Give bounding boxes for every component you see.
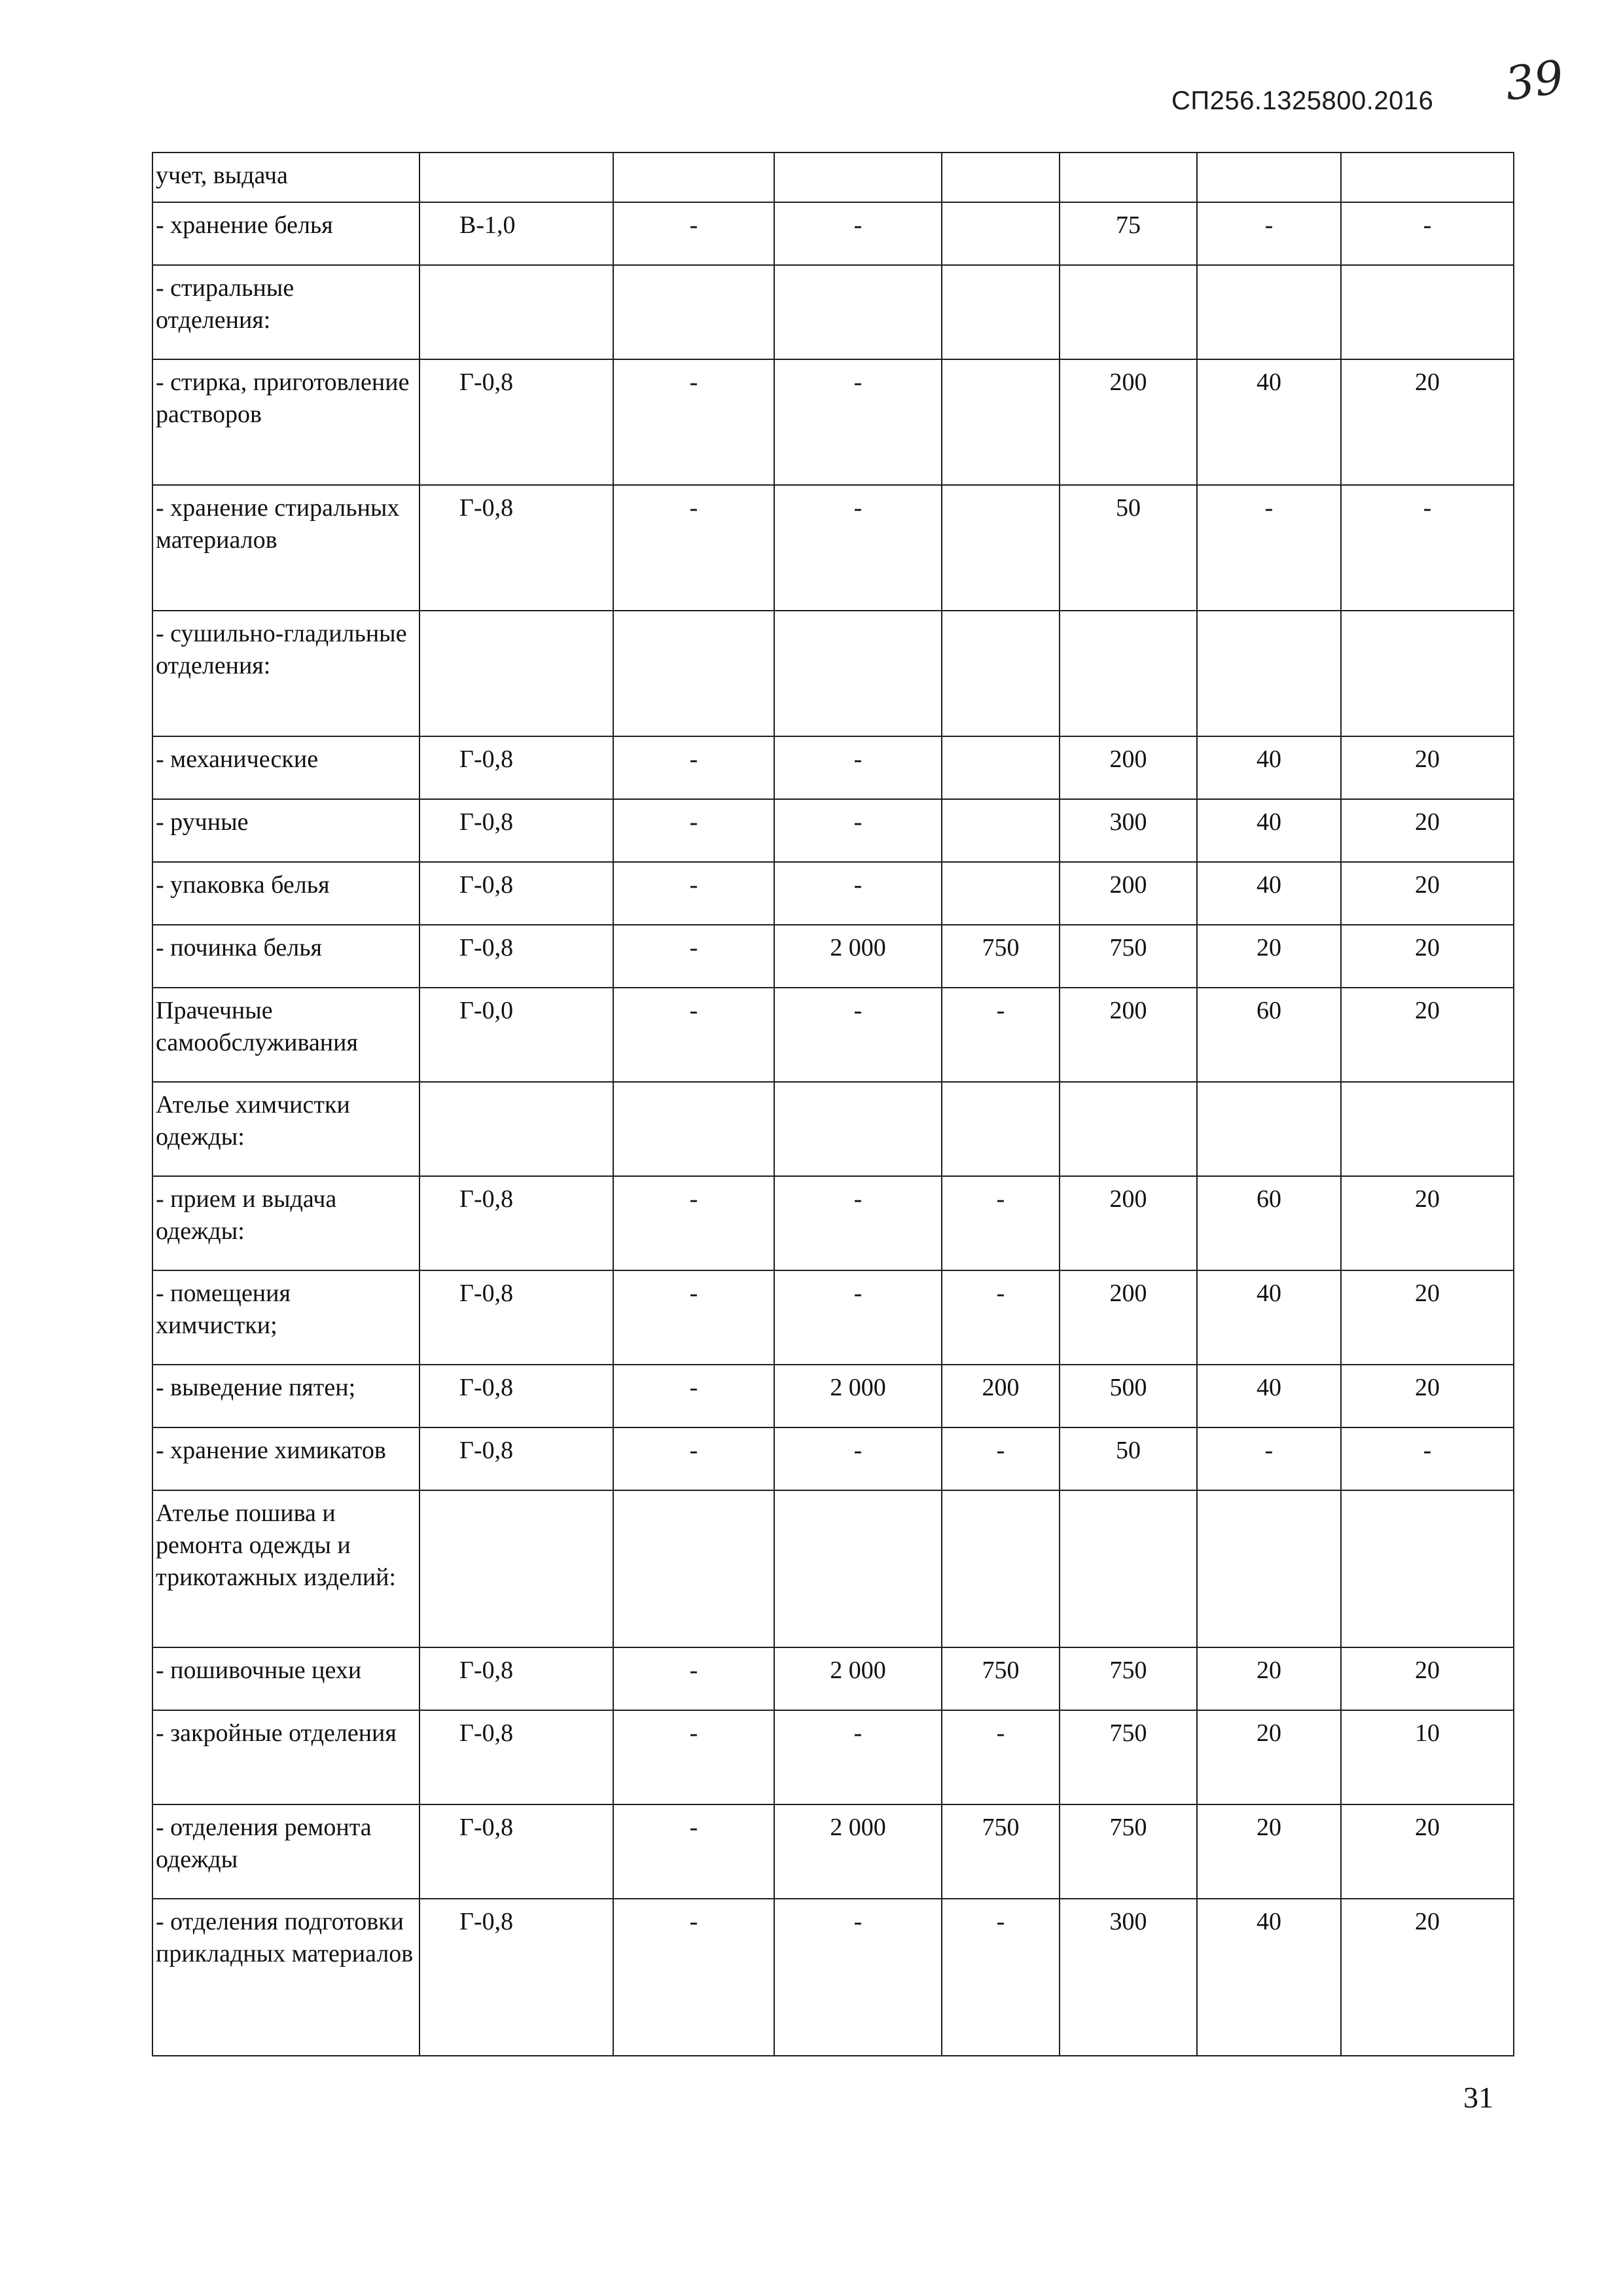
value-cell-col-6: 20 — [1197, 1710, 1341, 1804]
norms-table — [152, 152, 1514, 2056]
room-name-cell: - отделения ремонта одежды — [152, 1804, 419, 1899]
value-cell-col-4: - — [942, 1427, 1060, 1490]
room-name-cell: - стирка, приготовление растворов — [152, 359, 419, 485]
value-cell-col-5 — [1060, 611, 1197, 736]
value-cell-col-3: - — [774, 202, 942, 265]
value-cell-col-3 — [774, 611, 942, 736]
table-row — [152, 202, 1514, 265]
value-cell-col-4 — [942, 202, 1060, 265]
room-name-cell: Ателье пошива и ремонта одежды и трикотажных изделий: — [152, 1490, 419, 1647]
value-cell-col-5: 750 — [1060, 925, 1197, 988]
value-cell-col-4 — [942, 152, 1060, 202]
table-row — [152, 799, 1514, 862]
value-cell-col-2: - — [613, 202, 774, 265]
value-cell-col-1: Г-0,8 — [419, 925, 613, 988]
table-row — [152, 611, 1514, 736]
value-cell-col-7: 10 — [1341, 1710, 1514, 1804]
value-cell-col-6: 40 — [1197, 1899, 1341, 2056]
table-row — [152, 736, 1514, 799]
value-cell-col-1 — [419, 265, 613, 359]
value-cell-col-5: 200 — [1060, 736, 1197, 799]
table-row — [152, 862, 1514, 925]
value-cell-col-3: - — [774, 1427, 942, 1490]
value-cell-col-7: - — [1341, 485, 1514, 611]
value-cell-col-2: - — [613, 799, 774, 862]
value-cell-col-5: 750 — [1060, 1647, 1197, 1710]
value-cell-col-2: - — [613, 862, 774, 925]
value-cell-col-4: - — [942, 1270, 1060, 1365]
room-name-cell: - прием и выдача одежды: — [152, 1176, 419, 1270]
value-cell-col-1: В-1,0 — [419, 202, 613, 265]
value-cell-col-2: - — [613, 485, 774, 611]
value-cell-col-2 — [613, 1082, 774, 1176]
value-cell-col-4 — [942, 485, 1060, 611]
value-cell-col-4 — [942, 1082, 1060, 1176]
value-cell-col-3: - — [774, 799, 942, 862]
value-cell-col-7 — [1341, 1082, 1514, 1176]
value-cell-col-4: - — [942, 1899, 1060, 2056]
handwritten-page-mark: 39 — [1501, 50, 1567, 111]
value-cell-col-1 — [419, 1490, 613, 1647]
value-cell-col-3: 2 000 — [774, 1647, 942, 1710]
value-cell-col-3: - — [774, 736, 942, 799]
value-cell-col-6: 40 — [1197, 736, 1341, 799]
value-cell-col-3 — [774, 152, 942, 202]
table-row — [152, 265, 1514, 359]
room-name-cell: Прачечные самообслуживания — [152, 988, 419, 1082]
value-cell-col-4: - — [942, 988, 1060, 1082]
value-cell-col-1: Г-0,0 — [419, 988, 613, 1082]
value-cell-col-2: - — [613, 359, 774, 485]
room-name-cell: - починка белья — [152, 925, 419, 988]
room-name-cell: - упаковка белья — [152, 862, 419, 925]
value-cell-col-4: 750 — [942, 925, 1060, 988]
value-cell-col-7 — [1341, 1490, 1514, 1647]
page-number: 31 — [1463, 2081, 1493, 2114]
value-cell-col-5: 50 — [1060, 485, 1197, 611]
value-cell-col-1: Г-0,8 — [419, 1427, 613, 1490]
table-row — [152, 1270, 1514, 1365]
value-cell-col-4: - — [942, 1176, 1060, 1270]
value-cell-col-5: 200 — [1060, 988, 1197, 1082]
value-cell-col-1 — [419, 611, 613, 736]
value-cell-col-5 — [1060, 1082, 1197, 1176]
value-cell-col-6: 40 — [1197, 1270, 1341, 1365]
value-cell-col-6 — [1197, 611, 1341, 736]
value-cell-col-7: - — [1341, 1427, 1514, 1490]
value-cell-col-1: Г-0,8 — [419, 1899, 613, 2056]
value-cell-col-5: 200 — [1060, 1270, 1197, 1365]
table-row — [152, 1647, 1514, 1710]
value-cell-col-2 — [613, 152, 774, 202]
value-cell-col-6 — [1197, 1490, 1341, 1647]
table-row — [152, 1899, 1514, 2056]
table-row — [152, 1176, 1514, 1270]
room-name-cell: - выведение пятен; — [152, 1365, 419, 1427]
table-body — [152, 152, 1514, 2056]
room-name-cell: - сушильно-гладильные отделения: — [152, 611, 419, 736]
value-cell-col-1: Г-0,8 — [419, 359, 613, 485]
value-cell-col-3: - — [774, 485, 942, 611]
norms-table-wrapper — [152, 152, 1513, 2056]
value-cell-col-5: 200 — [1060, 1176, 1197, 1270]
value-cell-col-2: - — [613, 1899, 774, 2056]
value-cell-col-7 — [1341, 611, 1514, 736]
room-name-cell: - хранение белья — [152, 202, 419, 265]
value-cell-col-7: 20 — [1341, 988, 1514, 1082]
value-cell-col-5: 300 — [1060, 799, 1197, 862]
value-cell-col-3: 2 000 — [774, 1365, 942, 1427]
table-row — [152, 988, 1514, 1082]
value-cell-col-2: - — [613, 1647, 774, 1710]
value-cell-col-5: 300 — [1060, 1899, 1197, 2056]
value-cell-col-4 — [942, 1490, 1060, 1647]
value-cell-col-2 — [613, 611, 774, 736]
value-cell-col-3: - — [774, 988, 942, 1082]
value-cell-col-1: Г-0,8 — [419, 1176, 613, 1270]
value-cell-col-6 — [1197, 152, 1341, 202]
value-cell-col-1 — [419, 152, 613, 202]
table-row — [152, 152, 1514, 202]
value-cell-col-2: - — [613, 925, 774, 988]
value-cell-col-6: 40 — [1197, 862, 1341, 925]
room-name-cell: - пошивочные цехи — [152, 1647, 419, 1710]
value-cell-col-5 — [1060, 152, 1197, 202]
value-cell-col-1: Г-0,8 — [419, 1365, 613, 1427]
value-cell-col-7: 20 — [1341, 1365, 1514, 1427]
value-cell-col-1: Г-0,8 — [419, 799, 613, 862]
value-cell-col-4: - — [942, 1710, 1060, 1804]
value-cell-col-3: 2 000 — [774, 1804, 942, 1899]
value-cell-col-2: - — [613, 1176, 774, 1270]
table-row — [152, 1710, 1514, 1804]
value-cell-col-4: 750 — [942, 1804, 1060, 1899]
value-cell-col-4 — [942, 265, 1060, 359]
value-cell-col-6: 40 — [1197, 1365, 1341, 1427]
value-cell-col-1: Г-0,8 — [419, 1710, 613, 1804]
table-row — [152, 1804, 1514, 1899]
table-row — [152, 1365, 1514, 1427]
value-cell-col-5 — [1060, 1490, 1197, 1647]
value-cell-col-6: 20 — [1197, 925, 1341, 988]
value-cell-col-5: 75 — [1060, 202, 1197, 265]
value-cell-col-7: 20 — [1341, 1270, 1514, 1365]
value-cell-col-7: 20 — [1341, 1804, 1514, 1899]
value-cell-col-1: Г-0,8 — [419, 1804, 613, 1899]
value-cell-col-7 — [1341, 265, 1514, 359]
value-cell-col-6: 40 — [1197, 799, 1341, 862]
value-cell-col-1 — [419, 1082, 613, 1176]
value-cell-col-2 — [613, 265, 774, 359]
value-cell-col-1: Г-0,8 — [419, 1270, 613, 1365]
value-cell-col-2: - — [613, 736, 774, 799]
table-row — [152, 1082, 1514, 1176]
value-cell-col-4: 200 — [942, 1365, 1060, 1427]
value-cell-col-2: - — [613, 1804, 774, 1899]
value-cell-col-5: 200 — [1060, 359, 1197, 485]
value-cell-col-6: 60 — [1197, 1176, 1341, 1270]
value-cell-col-7: 20 — [1341, 862, 1514, 925]
value-cell-col-2: - — [613, 1427, 774, 1490]
value-cell-col-1: Г-0,8 — [419, 736, 613, 799]
value-cell-col-3: - — [774, 1270, 942, 1365]
value-cell-col-7: - — [1341, 202, 1514, 265]
value-cell-col-5: 500 — [1060, 1365, 1197, 1427]
value-cell-col-7: 20 — [1341, 799, 1514, 862]
value-cell-col-3: - — [774, 359, 942, 485]
value-cell-col-7: 20 — [1341, 1176, 1514, 1270]
value-cell-col-4 — [942, 611, 1060, 736]
table-row — [152, 1490, 1514, 1647]
value-cell-col-5: 750 — [1060, 1804, 1197, 1899]
value-cell-col-6: - — [1197, 1427, 1341, 1490]
value-cell-col-5: 750 — [1060, 1710, 1197, 1804]
table-row — [152, 485, 1514, 611]
value-cell-col-3 — [774, 265, 942, 359]
value-cell-col-3 — [774, 1082, 942, 1176]
value-cell-col-7: 20 — [1341, 736, 1514, 799]
value-cell-col-4 — [942, 359, 1060, 485]
table-row — [152, 925, 1514, 988]
value-cell-col-3: - — [774, 862, 942, 925]
value-cell-col-6: 60 — [1197, 988, 1341, 1082]
room-name-cell: - хранение стиральных материалов — [152, 485, 419, 611]
value-cell-col-6: - — [1197, 485, 1341, 611]
table-row — [152, 359, 1514, 485]
value-cell-col-4 — [942, 736, 1060, 799]
value-cell-col-3: - — [774, 1899, 942, 2056]
room-name-cell: - ручные — [152, 799, 419, 862]
value-cell-col-6: 20 — [1197, 1647, 1341, 1710]
room-name-cell: - отделения подготовки прикладных материалов — [152, 1899, 419, 2056]
value-cell-col-7: 20 — [1341, 1647, 1514, 1710]
value-cell-col-6 — [1197, 265, 1341, 359]
value-cell-col-2: - — [613, 1365, 774, 1427]
value-cell-col-5: 50 — [1060, 1427, 1197, 1490]
value-cell-col-4 — [942, 799, 1060, 862]
value-cell-col-6: - — [1197, 202, 1341, 265]
value-cell-col-6 — [1197, 1082, 1341, 1176]
value-cell-col-7 — [1341, 152, 1514, 202]
room-name-cell: Ателье химчистки одежды: — [152, 1082, 419, 1176]
value-cell-col-3: 2 000 — [774, 925, 942, 988]
value-cell-col-1: Г-0,8 — [419, 862, 613, 925]
value-cell-col-2: - — [613, 1270, 774, 1365]
room-name-cell: учет, выдача — [152, 152, 419, 202]
value-cell-col-1: Г-0,8 — [419, 1647, 613, 1710]
value-cell-col-7: 20 — [1341, 359, 1514, 485]
value-cell-col-6: 40 — [1197, 359, 1341, 485]
room-name-cell: - стиральные отделения: — [152, 265, 419, 359]
value-cell-col-5 — [1060, 265, 1197, 359]
value-cell-col-3: - — [774, 1176, 942, 1270]
value-cell-col-3: - — [774, 1710, 942, 1804]
value-cell-col-4 — [942, 862, 1060, 925]
value-cell-col-4: 750 — [942, 1647, 1060, 1710]
value-cell-col-7: 20 — [1341, 925, 1514, 988]
room-name-cell: - помещения химчистки; — [152, 1270, 419, 1365]
room-name-cell: - хранение химикатов — [152, 1427, 419, 1490]
value-cell-col-5: 200 — [1060, 862, 1197, 925]
document-code: СП256.1325800.2016 — [1171, 86, 1434, 115]
value-cell-col-7: 20 — [1341, 1899, 1514, 2056]
room-name-cell: - закройные отделения — [152, 1710, 419, 1804]
value-cell-col-6: 20 — [1197, 1804, 1341, 1899]
value-cell-col-3 — [774, 1490, 942, 1647]
value-cell-col-2: - — [613, 1710, 774, 1804]
value-cell-col-1: Г-0,8 — [419, 485, 613, 611]
table-row — [152, 1427, 1514, 1490]
room-name-cell: - механические — [152, 736, 419, 799]
value-cell-col-2: - — [613, 988, 774, 1082]
value-cell-col-2 — [613, 1490, 774, 1647]
